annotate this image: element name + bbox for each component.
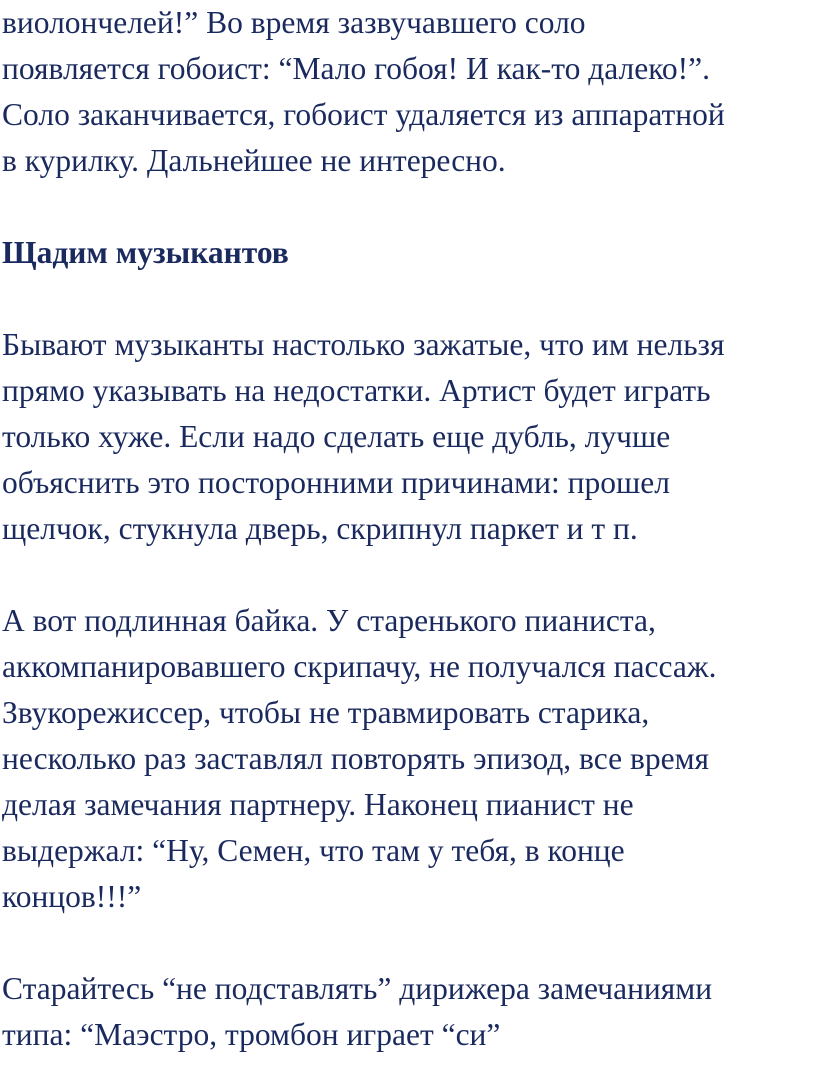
text-line: А вот подлинная байка. У старенького пианиста,: [2, 603, 656, 638]
text-line: Старайтесь “не подставлять” дирижера замечаниями: [2, 971, 713, 1006]
paragraph-3: [2, 598, 814, 920]
paragraph-2: [2, 322, 814, 552]
section-heading: Щадим музыкантов: [2, 235, 289, 270]
text-line: объяснить это посторонними причинами: прошел: [2, 465, 670, 500]
paragraph-1: [2, 0, 814, 184]
text-line: Звукорежиссер, чтобы не травмировать старика,: [2, 695, 650, 730]
text-line: прямо указывать на недостатки. Артист будет играть: [2, 373, 711, 408]
text-line: виолончелей!” Во время зазвучавшего соло: [2, 5, 586, 40]
text-line: выдержал: “Ну, Семен, что там у тебя, в конце: [2, 833, 625, 868]
text-line: Бывают музыканты настолько зажатые, что им нельзя: [2, 327, 725, 362]
text-line: в курилку. Дальнейшее не интересно.: [2, 143, 506, 178]
text-line: только хуже. Если надо сделать еще дубль, лучше: [2, 419, 671, 454]
text-line: несколько раз заставлял повторять эпизод, все время: [2, 741, 709, 776]
paragraph-gap: [2, 552, 814, 598]
paragraph-4: [2, 966, 814, 1058]
text-line: типа: “Маэстро, тромбон играет “си”: [2, 1017, 501, 1052]
paragraph-gap: [2, 920, 814, 966]
text-line: Соло заканчивается, гобоист удаляется из аппаратной: [2, 97, 725, 132]
paragraph-gap: [2, 184, 814, 230]
text-line: появляется гобоист: “Мало гобоя! И как-то далеко!”.: [2, 51, 711, 86]
document-page: [2, 0, 814, 1058]
text-line: щелчок, стукнула дверь, скрипнул паркет и т п.: [2, 511, 638, 546]
paragraph-gap: [2, 276, 814, 322]
text-line: аккомпанировавшего скрипачу, не получался пассаж.: [2, 649, 717, 684]
text-line: концов!!!”: [2, 879, 142, 914]
text-line: делая замечания партнеру. Наконец пианист не: [2, 787, 634, 822]
